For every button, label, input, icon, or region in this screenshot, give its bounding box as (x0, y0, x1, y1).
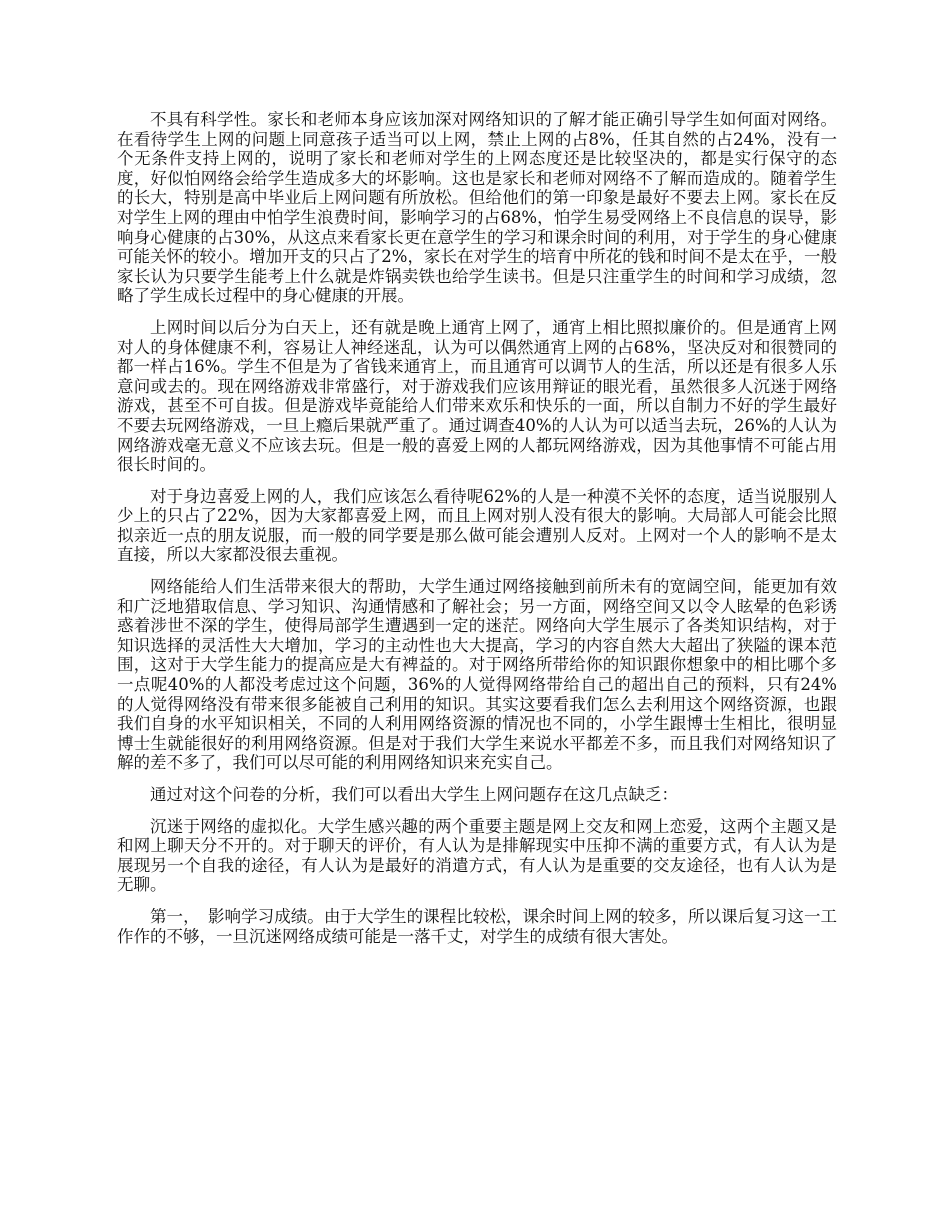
paragraph-online-time: 上网时间以后分为白天上，还有就是晚上通宵上网了，通宵上相比照拟廉价的。但是通宵上网对人的身体健康不利，容易让人神经迷乱，认为可以偶然通宵上网的占68%，坚决反对和很赞同的都一样占16%。学生不但是为了省钱来通宵上，而且通宵可以调节人的生活，所以还是有很多人乐意问或去的。现在网络游戏非常盛行，对于游戏我们应该用辩证的眼光看，虽然很多人沉迷于网络游戏，甚至不可自拔。但是游戏毕竟能给人们带来欢乐和快乐的一面，所以自制力不好的学生最好不要去玩网络游戏，一旦上瘾后果就严重了。通过调查40%的人认为可以适当去玩，26%的人认为网络游戏毫无意义不应该去玩。但是一般的喜爱上网的人都玩网络游戏，因为其他事情不可能占用很长时间的。 (117, 317, 837, 475)
paragraph-analysis-intro: 通过对这个问卷的分析，我们可以看出大学生上网问题存在这几点缺乏： (150, 785, 678, 804)
paragraph-parent-attitude: 不具有科学性。家长和老师本身应该加深对网络知识的了解才能正确引导学生如何面对网络。在看待学生上网的问题上同意孩子适当可以上网，禁止上网的占8%，任其自然的占24%，没有一个无条件支持上网的，说明了家长和老师对学生的上网态度还是比较坚决的，都是实行保守的态度，好似怕网络会给学生造成多大的坏影响。这也是家长和老师对网络不了解而造成的。随着学生的长大，特别是高中毕业后上网问题有所放松。但给他们的第一印象是最好不要去上网。家长在反对学生上网的理由中怕学生浪费时间，影响学习的占68%，怕学生易受网络上不良信息的误导，影响身心健康的占30%，从这点来看家长更在意学生的学习和课余时间的利用，对于学生的身心健康可能关怀的较小。增加开支的只占了2%，家长在对学生的培育中所花的钱和时间不是太在乎，一般家长认为只要学生能考上什么就是炸锅卖铁也给学生读书。但是只注重学生的时间和学习成绩，忽略了学生成长过程中的身心健康的开展。 (117, 110, 837, 306)
paragraph-network-knowledge: 网络能给人们生活带来很大的帮助，大学生通过网络接触到前所未有的宽阔空间，能更加有效和广泛地猎取信息、学习知识、沟通情感和了解社会；另一方面，网络空间又以令人眩晕的色彩诱惑着涉世不深的学生，使得局部学生遭遇到一定的迷茫。网络向大学生展示了各类知识结构，对于知识选择的灵活性大大增加，学习的主动性也大大提高，学习的内容自然大大超出了狭隘的课本范围，这对于大学生能力的提高应是大有裨益的。对于网络所带给你的知识跟你想象中的相比哪个多一点呢40%的人都没考虑过这个问题，36%的人觉得网络带给自己的超出自己的预料，只有24%的人觉得网络没有带来很多能被自己利用的知识。其实这要看我们怎么去利用这个网络资源，也跟我们自身的水平知识相关，不同的人利用网络资源的情况也不同的，小学生跟博士生相比，很明显博士生就能很好的利用网络资源。但是对于我们大学生来说水平都差不多，而且我们对网络知识了解的差不多了，我们可以尽可能的利用网络知识来充实自己。 (117, 577, 837, 773)
paragraph-virtual-addiction: 沉迷于网络的虚拟化。大学生感兴趣的两个重要主题是网上交友和网上恋爱，这两个主题又是和网上聊天分不开的。对于聊天的评价，有人认为是排解现实中压抑不满的重要方式，有人认为是展现另一个自我的途径，有人认为是最好的消遣方式，有人认为是重要的交友途径，也有人认为是无聊。 (117, 816, 837, 895)
paragraph-first-point: 第一， 影响学习成绩。由于大学生的课程比较松，课余时间上网的较多，所以课后复习这一工作作的不够，一旦沉迷网络成绩可能是一落千丈，对学生的成绩有很大害处。 (117, 906, 837, 946)
paragraph-peer-attitude: 对于身边喜爱上网的人，我们应该怎么看待呢62%的人是一种漠不关怀的态度，适当说服别人少上的只占了22%，因为大家都喜爱上网，而且上网对别人没有很大的影响。大局部人可能会比照拟亲近一点的朋友说服，而一般的同学要是那么做可能会遭别人反对。上网对一个人的影响不是太直接，所以大家都没很去重视。 (117, 486, 837, 565)
document-page (117, 110, 837, 958)
